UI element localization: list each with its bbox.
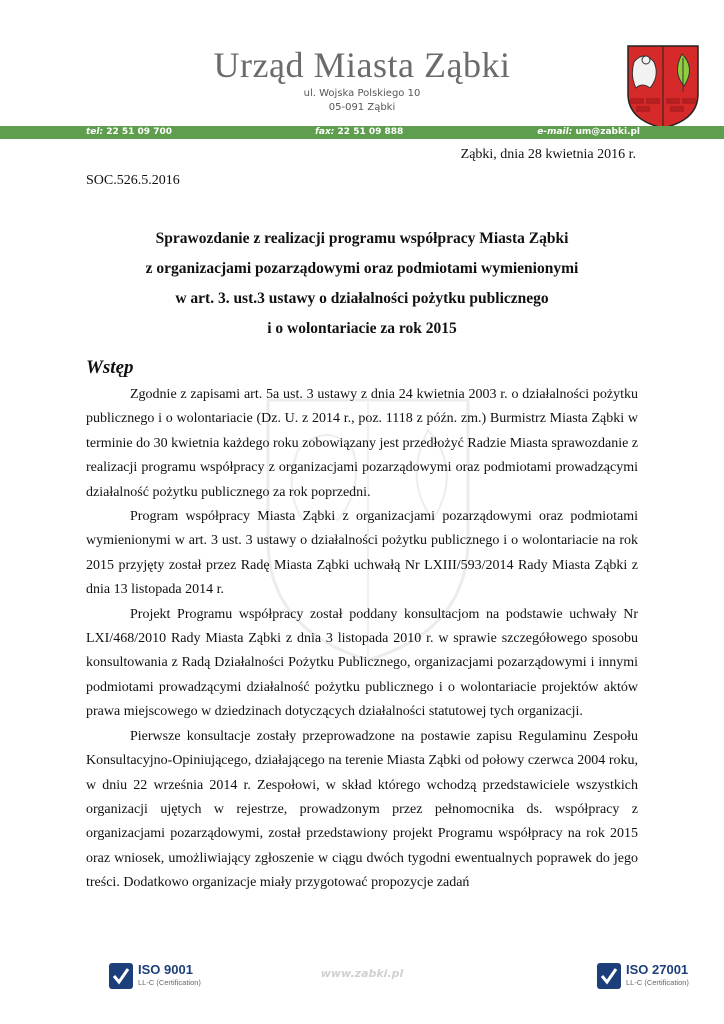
- iso-9001-certifier: LL-C (Certification): [138, 978, 201, 987]
- phone-value: 22 51 09 700: [106, 127, 172, 137]
- iso-9001-badge: [108, 962, 218, 992]
- paragraph: Pierwsze konsultacje zostały przeprowadzone na postawie zapisu Regulaminu Zespołu Konsultacyjno-Opiniującego, działającego na terenie Miasta Ząbki od połowy czerwca 2004 roku, w dniu 22 września 2014 r. Zespołowi, w skład którego wchodzą przedstawiciele wszystkich organizacji ujętych w rejestrze, prowadzonym przez pełnomocnika ds. współpracy z organizacjami pozarządowymi, został przedstawiony projekt Programu współpracy na rok 2015 oraz wniosek, umożliwiający zgłoszenie w ciągu dwóch tygodni ewentualnych poprawek do jego treści. Dodatkowo organizacje miały przygotować propozycje zadań: [86, 728, 638, 891]
- title-line: w art. 3. ust.3 ustawy o działalności pożytku publicznego: [175, 290, 549, 307]
- title-line: z organizacjami pozarządowymi oraz podmiotami wymienionymi: [145, 260, 579, 277]
- certificate-check-icon: [596, 962, 622, 990]
- email-value: um@zabki.pl: [575, 127, 640, 137]
- contact-email: [537, 127, 640, 137]
- section-heading: Wstęp: [86, 357, 134, 378]
- fax-label: fax:: [315, 127, 335, 137]
- iso-9001-number: ISO 9001: [138, 962, 193, 977]
- coat-of-arms-icon: [624, 42, 702, 130]
- certificate-check-icon: [108, 962, 134, 990]
- fax-value: 22 51 09 888: [337, 127, 404, 137]
- paragraph: Zgodnie z zapisami art. 5a ust. 3 ustawy z dnia 24 kwietnia 2003 r. o działalności pożytku publicznego i o wolontariacie (Dz. U. z 2014 r., poz. 1118 z późn. zm.) Burmistrz Miasta Ząbki w terminie do 30 kwietnia każdego roku zobowiązany jest przedłożyć Radzie Miasta sprawozdanie z realizacji programu współpracy z organizacjami pozarządowymi oraz podmiotami prowadzącymi działalność pożytku publicznego za rok poprzedni.: [86, 387, 639, 500]
- paragraph: Program współpracy Miasta Ząbki z organizacjami pozarządowymi oraz podmiotami wymienionymi w art. 3 ust. 3 ustawy o działalności pożytku publicznego i o wolontariacie na rok 2015 przyjęty został przez Radę Miasta Ząbki uchwałą Nr LXIII/593/2014 Rady Miasta Ząbki z dnia 13 listopada 2014 r.: [86, 509, 638, 598]
- document-title: [86, 224, 638, 344]
- iso-27001-certifier: LL-C (Certification): [626, 978, 689, 987]
- document-reference: SOC.526.5.2016: [86, 173, 180, 188]
- title-line: i o wolontariacie za rok 2015: [267, 320, 457, 337]
- address-street: ul. Wojska Polskiego 10: [303, 88, 421, 99]
- footer-website: www.zabki.pl: [320, 967, 404, 980]
- title-line: Sprawozdanie z realizacji programu współpracy Miasta Ząbki: [155, 230, 569, 247]
- contact-fax: [315, 127, 403, 137]
- document-body: [86, 383, 638, 896]
- iso-27001-badge: [596, 962, 706, 992]
- phone-label: tel:: [86, 127, 104, 137]
- contact-phone: [86, 127, 172, 137]
- document-date: Ząbki, dnia 28 kwietnia 2016 r.: [460, 147, 636, 162]
- email-label: e-mail:: [537, 127, 573, 137]
- contact-bar: [0, 126, 724, 139]
- paragraph: Projekt Programu współpracy został poddany konsultacjom na podstawie uchwały Nr LXI/468/2010 Rady Miasta Ząbki z dnia 3 listopada 2010 r. w sprawie szczegółowego sposobu konsultowania z Radą Działalności Pożytku Publicznego, organizacjami pozarządowymi i innymi podmiotami prowadzącymi działalność pożytku publicznego i o wolontariacie projektów aktów prawa miejscowego w dziedzinach dotyczących działalności statutowej tych organizacji.: [86, 606, 638, 720]
- office-title: Urząd Miasta Ząbki: [213, 45, 511, 85]
- address-postal: 05-091 Ząbki: [328, 102, 396, 113]
- iso-27001-number: ISO 27001: [626, 962, 689, 977]
